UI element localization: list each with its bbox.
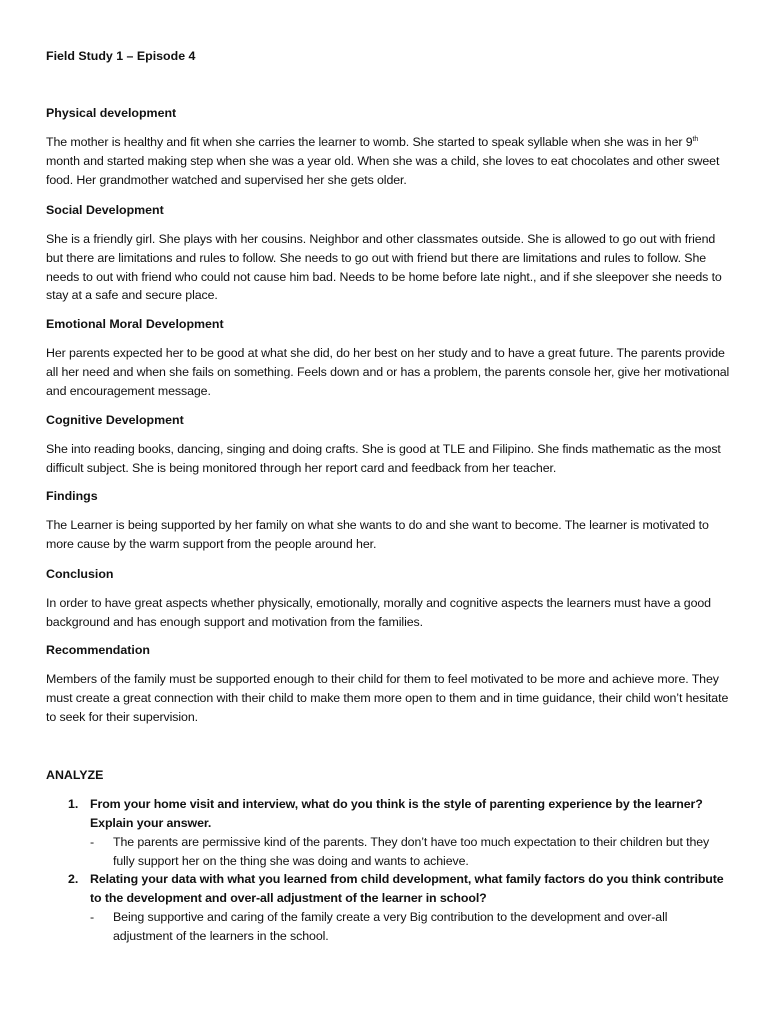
heading-conclusion: Conclusion bbox=[46, 567, 114, 581]
question-number: 1. bbox=[68, 797, 79, 811]
paragraph-conclusion: In order to have great aspects whether physically, emotionally, morally and cognitive aspects the learners must have a good background and has enough support and motivation from the families. bbox=[46, 596, 711, 629]
analyze-question: From your home visit and interview, what do you think is the style of parenting experience by the learner? Explain your answer. bbox=[90, 797, 703, 830]
heading-findings: Findings bbox=[46, 489, 98, 503]
document-title: Field Study 1 – Episode 4 bbox=[46, 49, 196, 63]
analyze-answer: Being supportive and caring of the family create a very Big contribution to the development and over-all adjustment of the learners in the school. bbox=[113, 910, 668, 943]
analyze-question: Relating your data with what you learned from child development, what family factors do you think contribute to the development and over-all adjustment of the learner in school? bbox=[90, 872, 724, 905]
heading-physical-development: Physical development bbox=[46, 106, 177, 120]
question-number: 2. bbox=[68, 872, 79, 886]
paragraph-social-development: She is a friendly girl. She plays with her cousins. Neighbor and other classmates outside. She is allowed to go out with friend but there are limitations and rules to follow. She needs to go out with friend but there are limitations and rules to follow. She needs to out with friend who could not cause him bad. Needs to be home before late night., and if she sleepover she needs to stay at a safe and secure place. bbox=[46, 232, 722, 303]
analyze-answer: The parents are permissive kind of the parents. They don’t have too much expectation to their children but they fully support her on the thing she was doing and wants to achieve. bbox=[113, 835, 710, 868]
physical-month-number: 9 bbox=[685, 135, 693, 149]
paragraph-emotional-moral-development: Her parents expected her to be good at what she did, do her best on her study and to have a great future. The parents provide all her need and when she fails on something. Feels down and or has a problem, the parents console her, give her motivational and encouragement message. bbox=[46, 346, 730, 398]
paragraph-physical-development bbox=[46, 133, 730, 189]
paragraph-recommendation: Members of the family must be supported enough to their child for them to feel motivated to be more and achieve more. They must create a great connection with their child to make them more open to them and in time guidance, their child won’t hesitate to seek for their supervision. bbox=[46, 672, 729, 724]
heading-social-development: Social Development bbox=[46, 203, 164, 217]
answer-dash: - bbox=[90, 910, 95, 924]
heading-recommendation: Recommendation bbox=[46, 643, 150, 657]
physical-text-part2: month and started making step when she was a year old. When she was a child, she loves to eat chocolates and other sweet food. Her grandmother watched and supervised her she gets older. bbox=[46, 153, 720, 187]
answer-dash: - bbox=[90, 835, 95, 849]
physical-month-suffix: th bbox=[692, 135, 699, 143]
heading-cognitive-development: Cognitive Development bbox=[46, 413, 184, 427]
paragraph-cognitive-development: She into reading books, dancing, singing and doing crafts. She is good at TLE and Filipino. She finds mathematic as the most difficult subject. She is being monitored through her report card and feedback from her teacher. bbox=[46, 442, 721, 475]
heading-analyze: ANALYZE bbox=[46, 768, 104, 782]
physical-text-part1: The mother is healthy and fit when she carries the learner to womb. She started to speak syllable when she was in her bbox=[46, 135, 686, 149]
paragraph-findings: The Learner is being supported by her family on what she wants to do and she want to become. The learner is motivated to more cause by the warm support from the people around her. bbox=[46, 518, 709, 551]
heading-emotional-moral-development: Emotional Moral Development bbox=[46, 317, 224, 331]
